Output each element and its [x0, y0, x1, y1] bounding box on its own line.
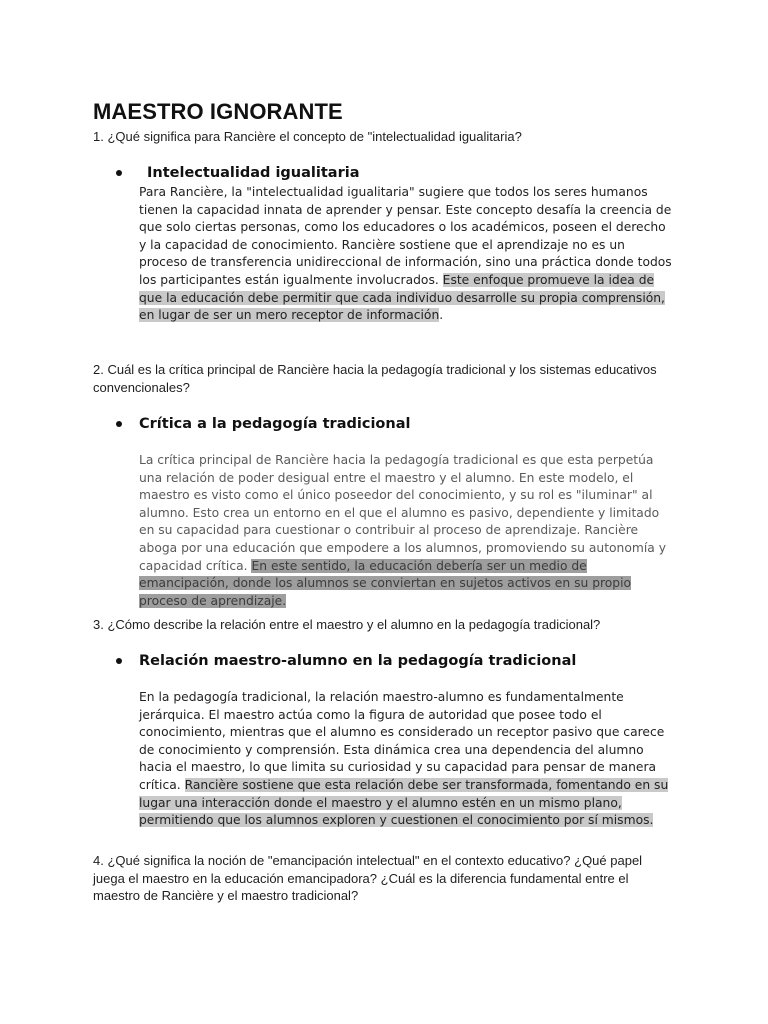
question-4: 4. ¿Qué significa la noción de "emancipación intelectual" en el contexto educativo? ¿Qué papel juega el maestro en la educación emancipadora? ¿Cuál es la diferencia fundamental entre el maestro de Rancière y el maestro tradicional? [93, 853, 643, 903]
question-1: 1. ¿Qué significa para Rancière el concepto de "intelectualidad igualitaria? [93, 129, 522, 144]
bullet-icon [116, 658, 122, 664]
question-2: 2. Cuál es la crítica principal de Rancière hacia la pedagogía tradicional y los sistemas educativos convencionales? [93, 362, 657, 395]
bullet-icon [116, 421, 122, 427]
section-paragraph-3 [139, 689, 677, 830]
paragraph-text: La crítica principal de Rancière hacia la pedagogía tradicional es que esta perpetúa una relación de poder desigual entre el maestro y el alumno. En este modelo, el maestro es visto como el único poseedor del conocimiento, y su rol es "iluminar" al alumno. Esto crea un entorno en el que el alumno es pasivo, dependiente y limitado en su capacidad para cuestionar o contribuir al proceso de aprendizaje. Rancière aboga por una educación que empodere a los alumnos, promoviendo su autonomía y capacidad crítica. [139, 453, 666, 573]
bullet-item-2 [116, 413, 410, 435]
paragraph-text: Para Rancière, la "intelectualidad igualitaria" sugiere que todos los seres humanos tienen la capacidad innata de aprender y pensar. Este concepto desafía la creencia de que solo ciertas personas, como los educadores o los académicos, poseen el derecho y la capacidad de conocimiento. Rancière sostiene que el aprendizaje no es un proceso de transferencia unidireccional de información, sino una práctica donde todos los participantes están igualmente involucrados. [139, 185, 672, 287]
highlighted-text: En este sentido, la educación debería ser un medio de emancipación, donde los alumnos se conviertan en sujetos activos en su propio proceso de aprendizaje. [139, 558, 632, 608]
section-heading-1: Intelectualidad igualitaria [147, 165, 360, 181]
section-heading-3: Relación maestro-alumno en la pedagogía tradicional [139, 653, 577, 669]
bullet-icon [116, 170, 122, 176]
section-heading-2: Crítica a la pedagogía tradicional [139, 416, 411, 432]
paragraph-text: En la pedagogía tradicional, la relación maestro-alumno es fundamentalmente jerárquica. El maestro actúa como la figura de autoridad que posee todo el conocimiento, mientras que el alumno es considerado un receptor pasivo que carece de conocimiento y comprensión. Esta dinámica crea una dependencia del alumno hacia el maestro, lo que limita su curiosidad y su capacidad para pensar de manera crítica. [139, 690, 665, 792]
document-title: MAESTRO IGNORANTE [93, 99, 343, 124]
question-3: 3. ¿Cómo describe la relación entre el maestro y el alumno en la pedagogía tradicional? [93, 617, 601, 632]
section-paragraph-2 [139, 452, 675, 610]
highlighted-text: Rancière sostiene que esta relación debe ser transformada, fomentando en su lugar una interacción donde el maestro y el alumno estén en un mismo plano, permitiendo que los alumnos exploren y cuestionen el conocimiento por sí mismos. [139, 777, 669, 828]
highlighted-text: Este enfoque promueve la idea de que la educación debe permitir que cada individuo desarrolle su propia comprensión, en lugar de ser un mero receptor de información [139, 272, 665, 323]
paragraph-tail: . [439, 308, 444, 323]
section-paragraph-1 [139, 184, 675, 325]
bullet-item-3 [116, 650, 576, 672]
bullet-item-1 [116, 162, 359, 184]
